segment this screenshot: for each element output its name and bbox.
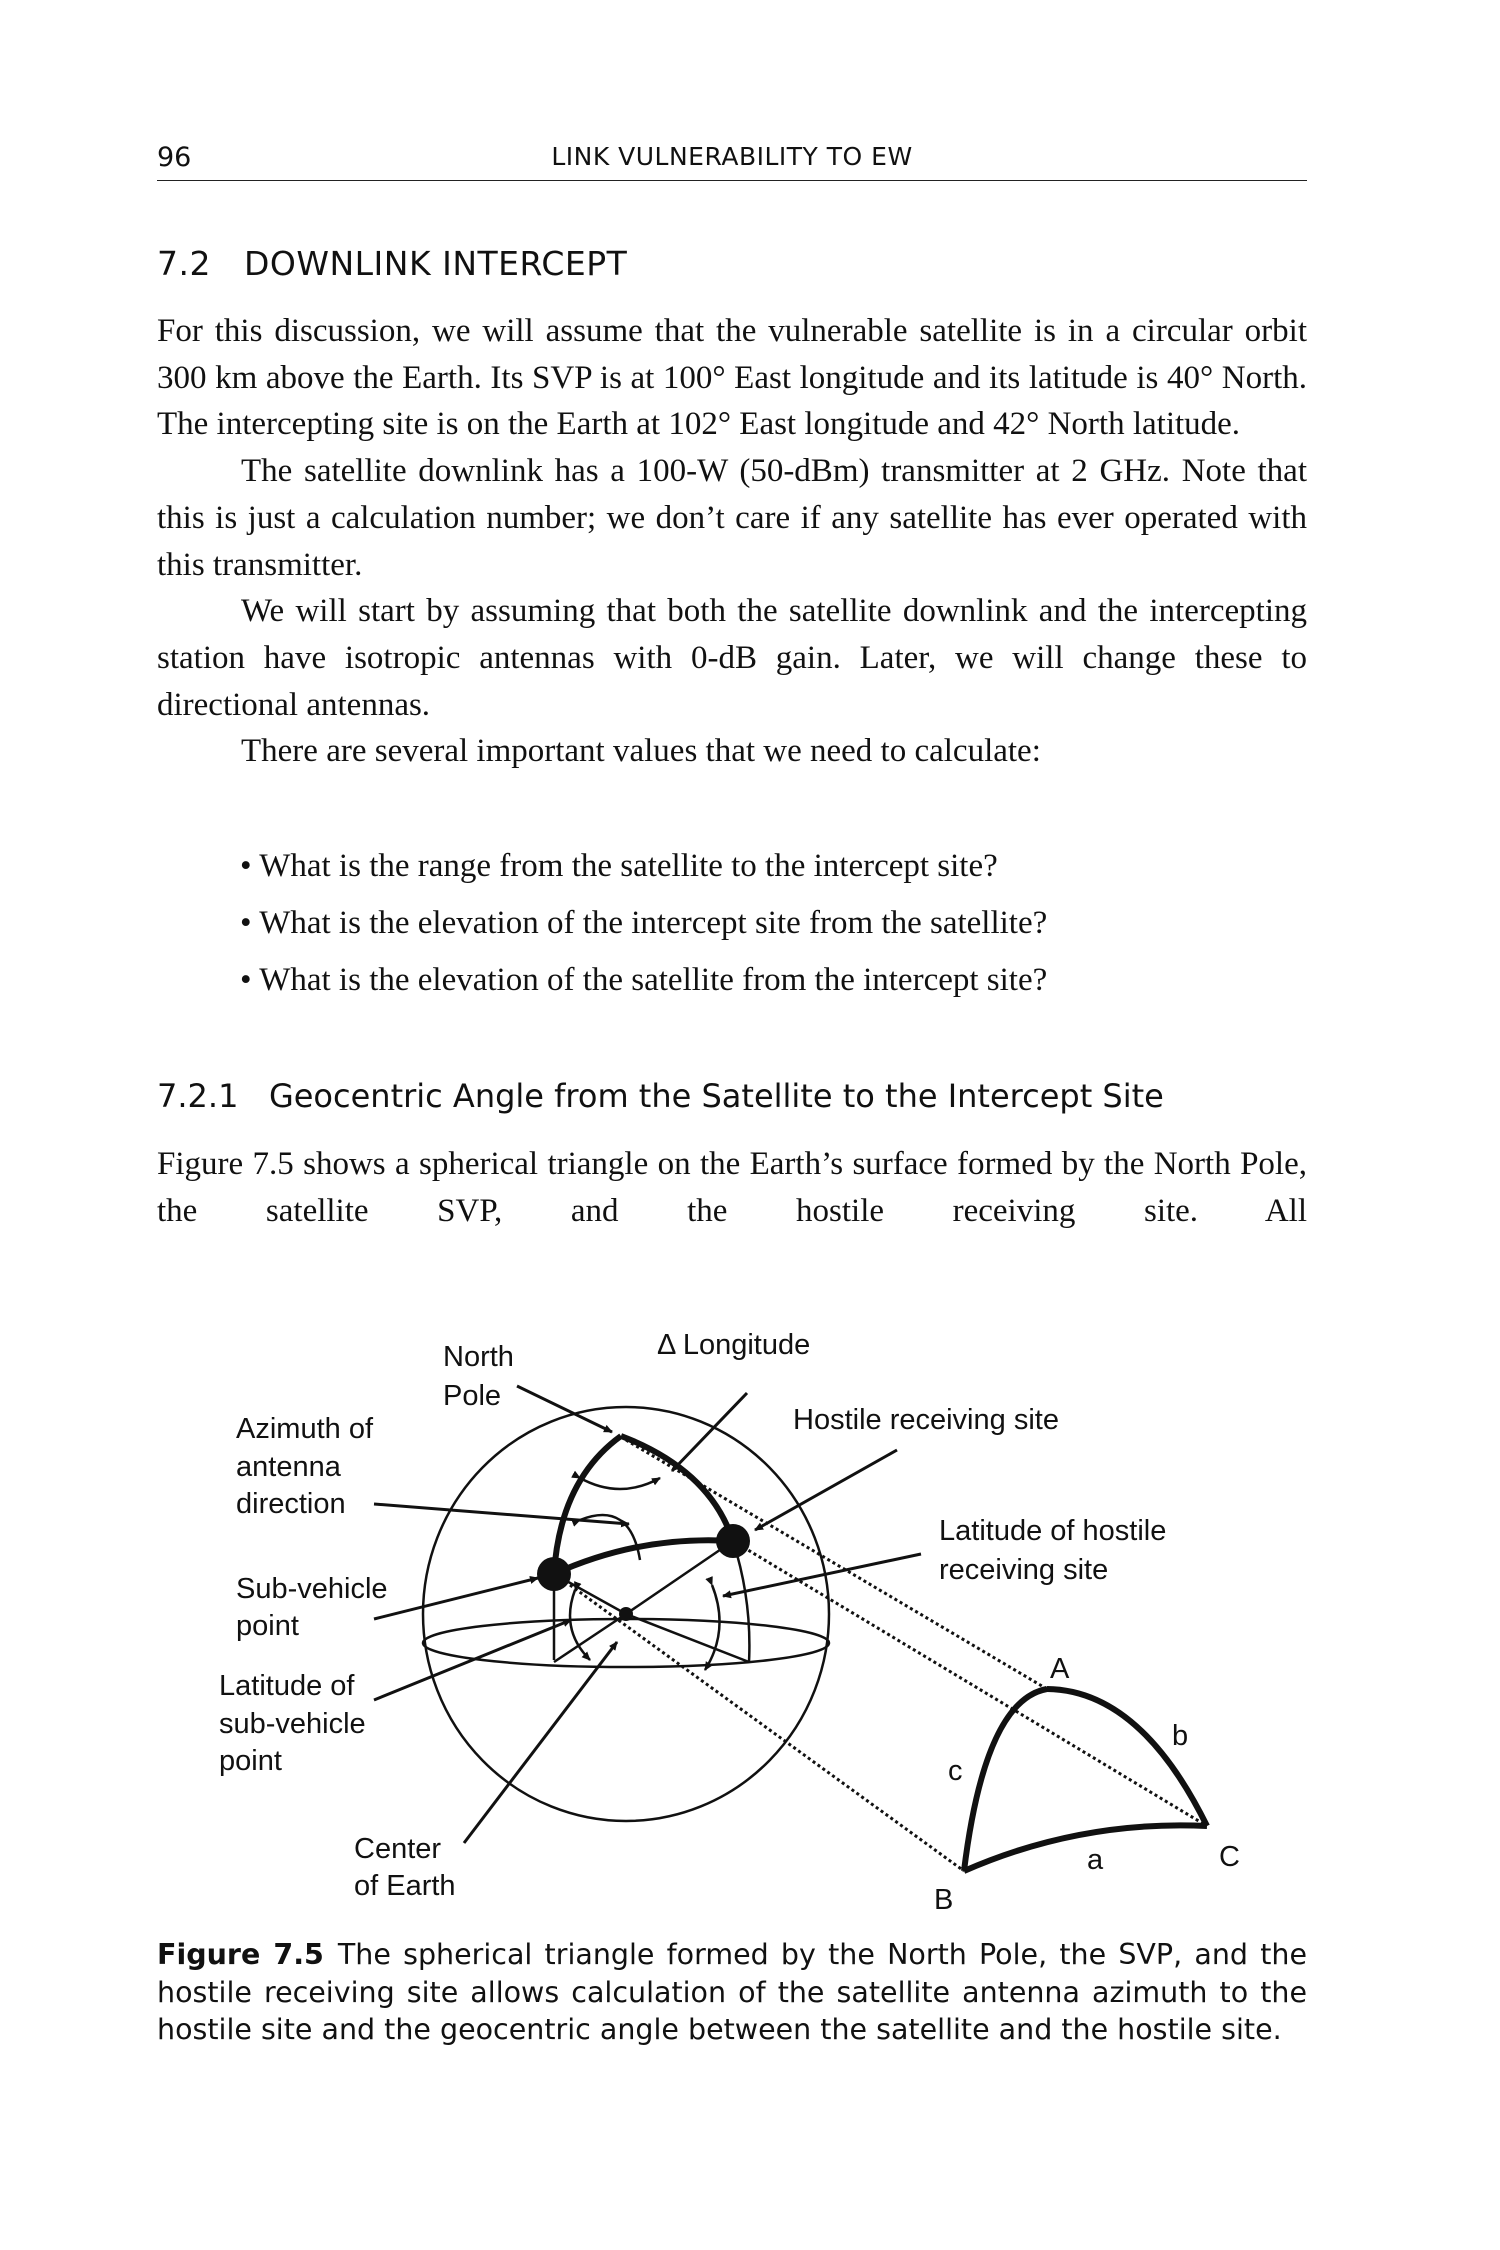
subsection-title: Geocentric Angle from the Satellite to the Intercept Site	[268, 1077, 1164, 1115]
svg-text:receiving site: receiving site	[939, 1554, 1109, 1586]
svg-text:direction: direction	[236, 1488, 346, 1520]
bullet-item: • What is the range from the satellite to the intercept site?	[240, 848, 998, 884]
svg-text:sub-vehicle: sub-vehicle	[219, 1708, 366, 1740]
paragraph: There are several important values that we need to calculate:	[241, 733, 1041, 770]
equator	[423, 1619, 829, 1667]
label-latitude-hostile: Latitude of hostile	[939, 1515, 1167, 1547]
label-delta-longitude: Δ Longitude	[657, 1329, 811, 1361]
svg-text:point: point	[236, 1610, 299, 1642]
label-hostile-site: Hostile receiving site	[793, 1404, 1059, 1436]
label-vertex-c: C	[1219, 1841, 1240, 1873]
label-azimuth: Azimuth of	[236, 1413, 373, 1445]
figure-caption	[157, 1936, 1307, 2049]
svg-text:antenna: antenna	[236, 1451, 341, 1483]
triangle-side-b	[1047, 1689, 1207, 1826]
hostile-site-dot	[716, 1524, 750, 1558]
svg-text:of Earth: of Earth	[354, 1870, 456, 1902]
label-side-c: c	[948, 1755, 963, 1787]
pointer-azimuth	[374, 1504, 629, 1524]
label-vertex-b: B	[934, 1884, 954, 1916]
running-head: LINK VULNERABILITY TO EW	[551, 142, 913, 171]
pointer-latitude-sub	[374, 1620, 571, 1700]
label-sub-vehicle: Sub-vehicle	[236, 1573, 388, 1605]
paragraph: For this discussion, we will assume that the vulnerable satellite is in a circular orbit 300 km above the Earth. Its SVP is at 100° East longitude and its latitude is 40° North. The intercepting site is on the Earth at 102° East longitude and 42° North latitude.	[157, 313, 1307, 443]
subsection-number: 7.2.1	[157, 1077, 239, 1115]
svg-text:Pole: Pole	[443, 1380, 502, 1412]
sub-vehicle-point-dot	[537, 1557, 571, 1591]
meridian-hostile	[621, 1436, 733, 1541]
svg-text:point: point	[219, 1745, 282, 1777]
pointer-delta-longitude	[672, 1393, 747, 1471]
section-title: DOWNLINK INTERCEPT	[243, 244, 628, 283]
paragraph: We will start by assuming that both the satellite downlink and the intercepting station have isotropic antennas with 0-dB gain. Later, we will change these to directional antennas.	[157, 593, 1307, 723]
label-side-a: a	[1087, 1844, 1104, 1876]
label-side-b: b	[1172, 1720, 1189, 1752]
pointer-center	[464, 1642, 617, 1843]
pointer-hostile	[755, 1450, 897, 1530]
triangle-side-a	[964, 1825, 1207, 1871]
earth-center-dot	[619, 1607, 633, 1621]
bullet-item: • What is the elevation of the satellite from the intercept site?	[240, 962, 1048, 998]
label-vertex-a: A	[1050, 1653, 1070, 1685]
caption-text: The spherical triangle formed by the North Pole, the SVP, and the hostile receiving site allows calculation of the satellite antenna azimuth to the hostile site and the geocentric angle between the satellite and the hostile site.	[157, 1938, 1307, 2046]
section-number: 7.2	[157, 244, 211, 283]
label-center-earth: Center	[354, 1833, 442, 1865]
paragraph: The satellite downlink has a 100-W (50-dBm) transmitter at 2 GHz. Note that this is just a calculation number; we don’t care if any satellite has ever operated with this transmitter.	[157, 453, 1307, 583]
arc-svp-hostile	[554, 1540, 733, 1574]
pointer-sub-vehicle	[374, 1578, 538, 1619]
page-number: 96	[157, 142, 192, 173]
label-latitude-sub-vehicle: Latitude of	[219, 1670, 355, 1702]
bullet-item: • What is the elevation of the intercept site from the satellite?	[240, 905, 1048, 941]
paragraph: Figure 7.5 shows a spherical triangle on the Earth’s surface formed by the North Pole, the satellite SVP, and the hostile receiving site. All	[157, 1146, 1307, 1229]
caption-label: Figure 7.5	[157, 1938, 324, 1971]
label-north-pole: North	[443, 1341, 514, 1373]
